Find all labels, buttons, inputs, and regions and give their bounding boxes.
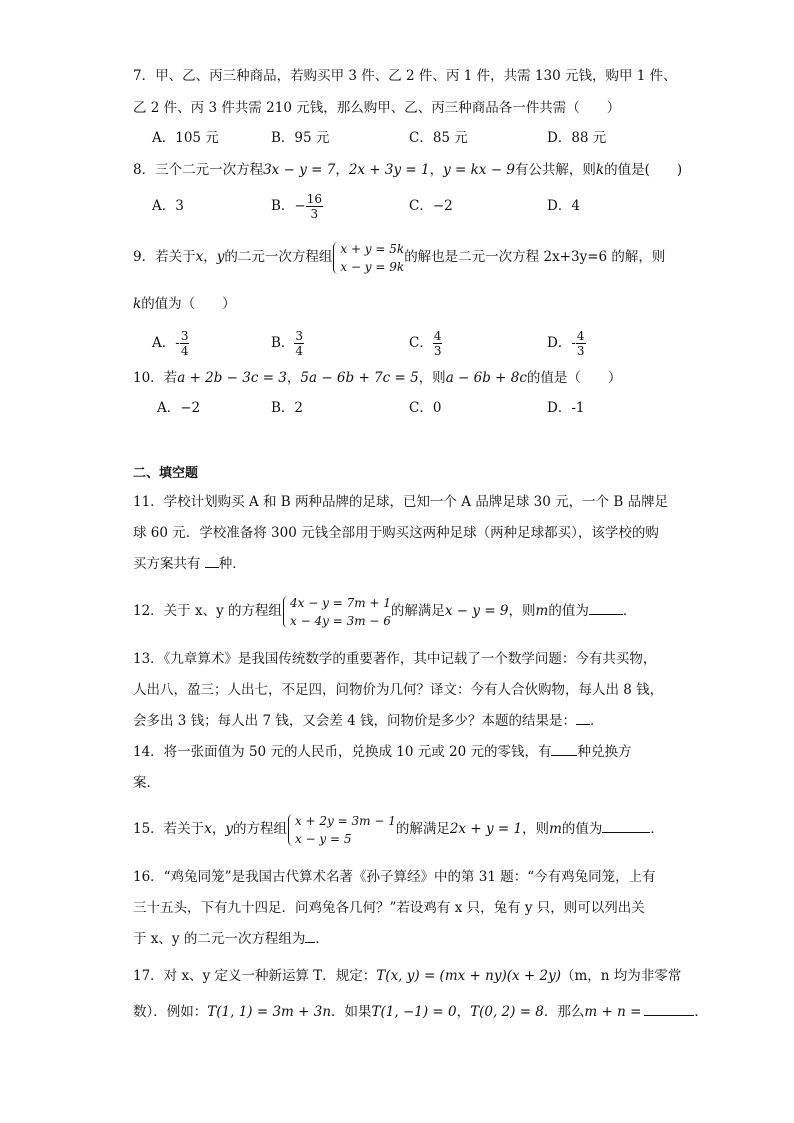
q8-option-b-fraction: $\frac{16}{3}$ [306,192,323,221]
q13-line3: 会多出 3 钱；每人出 7 钱，又会差 4 钱，问物价是多少？本题的结果是： ． [133,713,604,729]
q10-option-a: A．−2 [157,400,201,416]
q17-line2: 数）．例如：T(1, 1) = 3m + 3n．如果T(1, −1) = 0，T(0, 2) = 8．那么m + n = ． [133,1004,708,1020]
q16-answer-blank[interactable] [305,930,315,943]
q17-answer-blank[interactable] [644,1003,694,1016]
q7-line1: 7．甲、乙、丙三种商品，若购买甲 3 件、乙 2 件、丙 1 件，共需 130 元钱，购甲 1 件、 [133,68,677,84]
q10-stem: 10．若a + 2b − 3c = 3，5a − 6b + 7c = 5，则a − 6b + 8c的值是（ ） [133,370,622,386]
q8-option-c: C．−2 [409,198,453,214]
q7-option-c: C．85 元 [409,130,468,146]
q7-option-a: A．105 元 [152,130,219,146]
q16-line2: 三十五头，下有九十四足．问鸡兔各几何？”若设鸡有 x 只，兔有 y 只，则可以列出关 [133,900,645,916]
q11-answer-blank[interactable] [205,555,219,568]
q14-line1: 14．将一张面值为 50 元的人民币，兑换成 10 元或 20 元的零钱，有 种兑换方 [133,744,632,760]
q15-system: x + 2y = 3m − 1 x − y = 5 [287,812,396,848]
q13-line1: 13．《九章算术》是我国传统数学的重要著作，其中记载了一个数学问题：今有共买物， [133,651,657,667]
q10-option-b: B．2 [271,400,304,416]
q16-line3: 于 x、y 的二元一次方程组为 ． [133,931,329,947]
q8-option-b: B．− $\frac{16}{3}$ [271,192,323,221]
q8-option-a: A．3 [152,198,184,214]
q8-eq2: 2x + 3y = 1 [348,162,430,178]
q16-line1: 16．“鸡兔同笼”是我国古代算术名著《孙子算经》中的第 31 题：“今有鸡兔同笼，上有 [133,869,656,885]
section-heading: 二、填空题 [133,466,199,481]
q7-line2: 乙 2 件、丙 3 件共需 210 元钱，那么购甲、乙、丙三种商品各一件共需（ ） [133,100,621,116]
q14-answer-blank[interactable] [551,743,577,756]
q15-stem: 15．若关于x，y的方程组 x + 2y = 3m − 1 x − y = 5 的解满足2x + y = 1，则m的值为 ． [133,813,664,846]
q9-line2: k的值为（ ） [133,296,236,312]
q12-answer-blank[interactable] [589,602,623,615]
q8-eq1: 3x − y = 7 [263,162,336,178]
q8-option-d: D．4 [547,198,580,214]
q12-stem: 12．关于 x、y 的方程组 4x − y = 7m + 1 x − 4y = 3m − 6 的解满足x − y = 9，则m的值为 ． [133,595,637,628]
q11-line3: 买方案共有 种． [133,556,246,572]
q9-stem: 9．若关于x，y的二元一次方程组 x + y = 5k x − y = 9k 的解也是二元一次方程 2x+3y=6 的解，则 [133,241,666,274]
q7-option-b: B．95 元 [271,130,330,146]
q13-line2: 人出八，盈三；人出七，不足四，问物价为几何？译文：今有人合伙购物，每人出 8 钱， [133,682,664,698]
q9-option-a: A．- $\frac{3}{4}$ [152,329,189,358]
q17-definition: T(x, y) = (mx + ny)(x + 2y) [376,968,561,984]
q10-option-c: C．0 [409,400,442,416]
q13-answer-blank[interactable] [576,712,590,725]
q11-line1: 11．学校计划购买 A 和 B 两种品牌的足球，已知一个 A 品牌足球 30 元，一个 B 品牌足 [133,494,669,510]
q15-answer-blank[interactable] [602,820,650,833]
q9-option-b: B． $\frac{3}{4}$ [271,329,304,358]
q14-line2: 案． [133,775,160,791]
q10-option-d: D．-1 [547,400,585,416]
q11-line2: 球 60 元．学校准备将 300 元钱全部用于购买这两种足球（两种足球都买），该学校的购 [133,525,659,541]
q8-eq3: y = kx − 9 [443,162,515,178]
q12-system: 4x − y = 7m + 1 x − 4y = 3m − 6 [282,594,391,630]
q9-option-d: D．- $\frac{4}{3}$ [547,329,585,358]
q8-stem: 8．三个二元一次方程3x − y = 7，2x + 3y = 1，y = kx − 9有公共解，则k的值是( ) [133,162,683,178]
q17-line1: 17．对 x、y 定义一种新运算 T．规定：T(x, y) = (mx + ny)(x + 2y)（m，n 均为非零常 [133,968,682,984]
q7-option-d: D．88 元 [547,130,607,146]
q9-option-c: C． $\frac{4}{3}$ [409,329,442,358]
q9-system: x + y = 5k x − y = 9k [332,240,404,276]
